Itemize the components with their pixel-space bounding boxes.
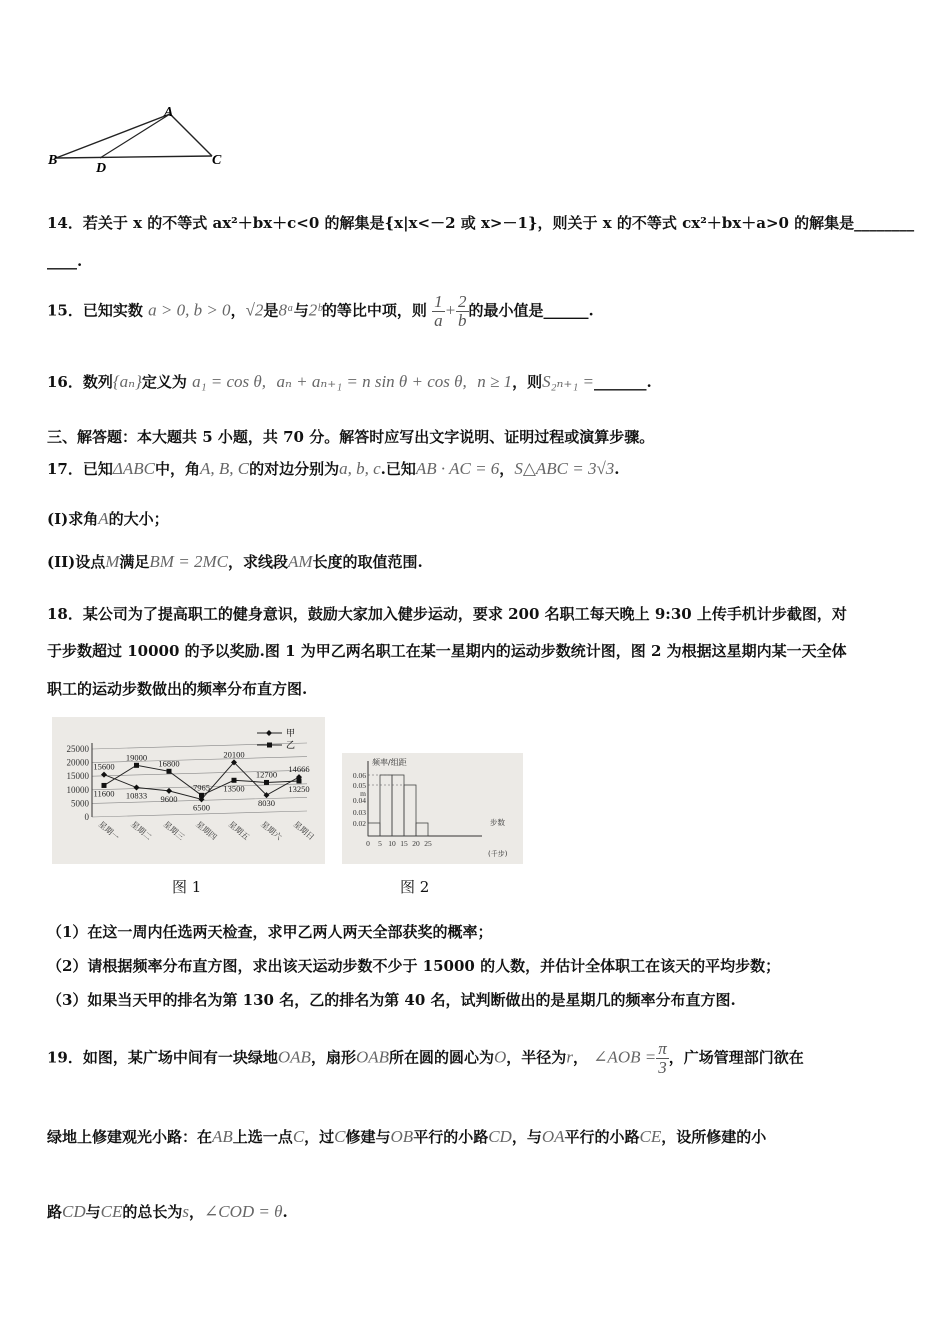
q18-sub1: （1）在这一周内任选两天检查，求甲乙两人两天全部获奖的概率； xyxy=(47,923,493,941)
q18-line1: 18．某公司为了提高职工的健身意识，鼓励大家加入健步运动，要求 200 名职工每天晚上 9:30 上传手机计步截图，对 xyxy=(47,605,847,623)
q18-line2: 于步数超过 10000 的予以奖励.图 1 为甲乙两名职工在某一星期内的运动步数统计图，图 2 为根据这星期内某一天全体 xyxy=(47,642,847,660)
q15-num: 15．已知实数 xyxy=(47,301,143,320)
fig1-yi-point xyxy=(232,778,237,783)
fig2-xtick: 25 xyxy=(424,839,432,848)
fig1-jia-label: 10833 xyxy=(125,790,148,801)
fig1-ytick: 0 xyxy=(84,812,89,822)
fig1-yi-label: 7965 xyxy=(193,782,210,793)
q17: 17．已知ΔABC中，角A, B, C的对边分别为a, b, c.已知AB · AC = 6，S△ABC = 3√3. xyxy=(47,459,620,478)
fig1-xtick: 星期二 xyxy=(129,819,154,842)
vertex-a: A xyxy=(164,105,174,120)
q16: 16．数列{aₙ}定义为 a₁ = cos θ, aₙ + aₙ₊₁ = n sin θ + cos θ, n ≥ 1，则S₂ₙ₊₁ =_______. xyxy=(47,372,652,391)
fig2-ytick: 0.02 xyxy=(352,819,366,828)
fig1-yi-point xyxy=(167,769,172,774)
fig1-yi-label: 12700 xyxy=(255,769,278,780)
fig1-ytick: 5000 xyxy=(71,798,89,809)
fig2-xlabel: 步数 xyxy=(490,818,505,827)
fig1-yi-label: 13500 xyxy=(223,783,245,794)
q19-line2: 绿地上修建观光小路：在AB上选一点C，过C修建与OB平行的小路CD，与OA平行的小路CE，设所修建的小 xyxy=(47,1127,767,1146)
fig1-yi-point xyxy=(264,780,269,785)
figure-1-caption: 图 1 xyxy=(172,878,202,896)
vertex-c: C xyxy=(212,153,222,168)
q15-frac1: $\frac{1}{a}$ xyxy=(434,292,443,330)
fig1-xtick: 星期一 xyxy=(96,819,121,842)
fig1-ytick: 25000 xyxy=(66,744,89,754)
fig2-ytick: 0.05 xyxy=(352,781,366,790)
fig2-xtick: 0 xyxy=(366,839,370,848)
q15-cond: a > 0, b > 0 xyxy=(148,300,231,320)
fig1-yi-label: 11600 xyxy=(93,788,115,799)
q15-sqrt2: √2 xyxy=(245,300,264,320)
section-3-heading: 三、解答题：本大题共 5 小题，共 70 分。解答时应写出文字说明、证明过程或演算步骤。 xyxy=(47,428,655,446)
fig1-ytick: 20000 xyxy=(66,757,89,768)
fig1-xtick: 星期三 xyxy=(161,819,186,842)
fig2-xtick: 5 xyxy=(378,839,382,848)
triangle-figure xyxy=(40,100,240,180)
fig2-ylabel: 频率/组距 xyxy=(372,758,407,767)
fig1-yi-point xyxy=(199,793,204,798)
figure-2-caption: 图 2 xyxy=(400,878,430,896)
q17-part1: (I)求角A的大小； xyxy=(47,509,169,528)
fig2-xunit: (千步) xyxy=(488,850,508,858)
fig1-yi-label: 16800 xyxy=(158,758,180,769)
vertex-d: D xyxy=(96,161,107,176)
fig1-xtick: 星期日 xyxy=(291,819,316,842)
fig1-xtick: 星期五 xyxy=(226,819,251,842)
fig1-legend-yi: 乙 xyxy=(286,741,296,751)
fig2-bar xyxy=(380,775,392,836)
q18-line3: 职工的运动步数做出的频率分布直方图. xyxy=(47,680,308,698)
fig1-jia-point xyxy=(101,772,107,778)
q18-sub2: （2）请根据频率分布直方图，求出该天运动步数不少于 15000 的人数，并估计全体职工在该天的平均步数； xyxy=(47,957,781,975)
fig2-xtick: 20 xyxy=(412,839,420,848)
q15: 15．已知实数 a > 0, b > 0，√2是8ᵃ与2ᵇ的等比中项，则 $\frac{1}{a}$ + $\frac{2}{b}$ 的最小值是______. xyxy=(47,292,594,330)
fig1-ytick: 15000 xyxy=(66,771,89,782)
fig1-jia-label: 14666 xyxy=(288,764,310,775)
fig1-gridline xyxy=(92,757,307,763)
q14-line1: 14．若关于 x 的不等式 ax²＋bx＋c<0 的解集是{x|x<－2 或 x>－1}，则关于 x 的不等式 cx²＋bx＋a>0 的解集是________ xyxy=(47,214,915,232)
fig1-yi-point xyxy=(134,763,139,768)
q18-sub3: （3）如果当天甲的排名为第 130 名，乙的排名为第 40 名，试判断做出的是星期几的频率分布直方图. xyxy=(47,991,736,1009)
q19-line1: 19．如图，某广场中间有一块绿地OAB，扇形OAB所在圆的圆心为O，半径为r， ∠AOB = $\frac{\pi}{3}$ ，广场管理部门欲在 xyxy=(47,1039,804,1077)
fig2-bar xyxy=(368,823,380,836)
figure-2-histogram xyxy=(342,753,523,864)
fig1-legend-marker-yi xyxy=(267,743,272,748)
fig1-jia-label: 8030 xyxy=(258,798,275,809)
fig2-ytick: 0.06 xyxy=(352,771,366,780)
fig1-legend-marker-jia xyxy=(266,730,272,736)
fig1-yi-label: 13250 xyxy=(288,783,310,794)
fig2-ytick: 0.03 xyxy=(352,808,366,817)
q15-frac2: $\frac{2}{b}$ xyxy=(458,292,467,330)
q17-part2: (II)设点M满足BM = 2MC，求线段AM长度的取值范围. xyxy=(47,552,423,571)
fig1-yi-label: 19000 xyxy=(125,752,148,763)
fig2-bar xyxy=(416,823,428,836)
vertex-b: B xyxy=(48,153,58,168)
fig2-xtick: 15 xyxy=(400,839,408,848)
fig2-xtick: 10 xyxy=(388,839,396,848)
fig1-xtick: 星期六 xyxy=(259,819,284,842)
fig1-jia-label: 6500 xyxy=(193,802,210,813)
fig1-yi-point xyxy=(102,783,107,788)
fig1-xtick: 星期四 xyxy=(194,819,219,842)
fig1-yi-point xyxy=(297,778,302,783)
fig1-jia-label: 20100 xyxy=(223,749,245,760)
fig2-bar xyxy=(392,775,404,836)
figure-1-chart xyxy=(52,717,325,864)
fig1-ytick: 10000 xyxy=(66,784,89,795)
q14-line2: ____. xyxy=(47,252,83,270)
fig1-gridline xyxy=(92,743,307,749)
q19-line3: 路CD与CE的总长为s，∠COD = θ. xyxy=(47,1202,288,1221)
fig2-ytick: m xyxy=(360,789,366,798)
fig1-jia-label: 9600 xyxy=(160,793,178,804)
fig2-bar xyxy=(404,785,416,836)
fig2-ytick: 0.04 xyxy=(352,796,366,805)
fig1-legend-jia: 甲 xyxy=(286,729,296,739)
fig1-jia-label: 15600 xyxy=(93,761,115,772)
